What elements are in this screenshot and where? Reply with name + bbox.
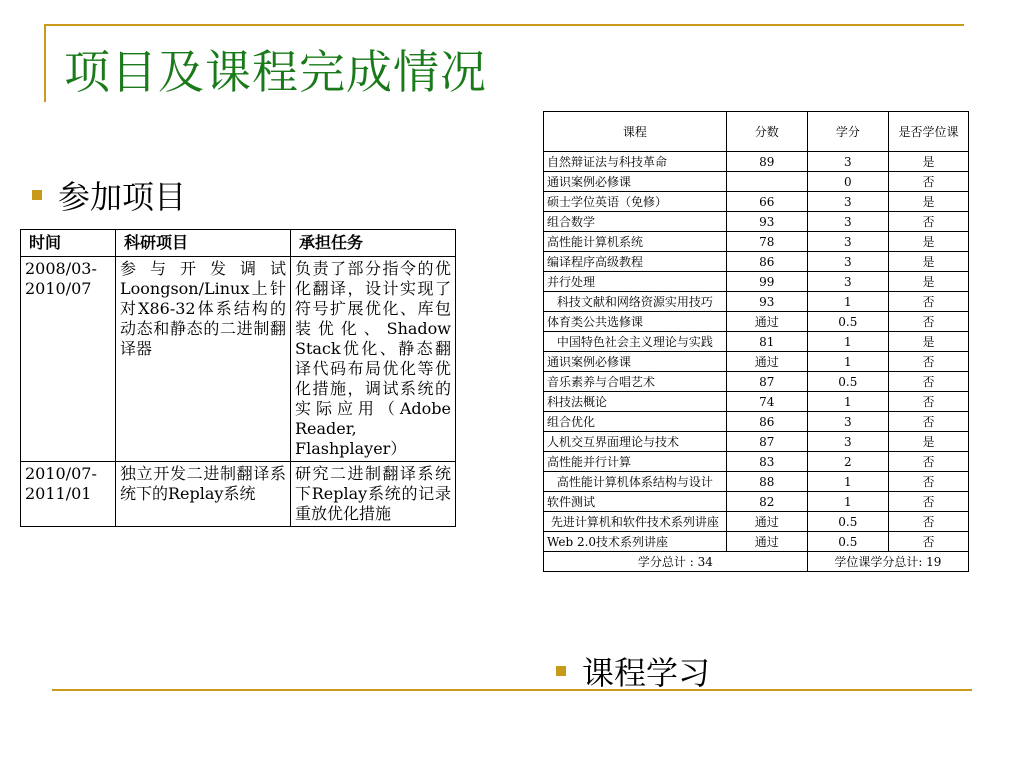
course-score: 通过 <box>726 352 807 372</box>
course-credit: 2 <box>807 452 888 472</box>
course-name: 通识案例必修课 <box>544 352 727 372</box>
course-degree: 否 <box>888 452 968 472</box>
project-task: 研究二进制翻译系统下Replay系统的记录重放优化措施 <box>291 462 456 527</box>
course-score: 66 <box>726 192 807 212</box>
course-degree: 否 <box>888 172 968 192</box>
project-name: 参与开发调试Loongson/Linux上针对X86-32体系结构的动态和静态的二进制翻译器 <box>116 257 291 462</box>
course-score: 99 <box>726 272 807 292</box>
course-name: 并行处理 <box>544 272 727 292</box>
table-row <box>544 412 969 432</box>
course-credit: 1 <box>807 472 888 492</box>
course-name: 编译程序高级教程 <box>544 252 727 272</box>
course-credit: 3 <box>807 432 888 452</box>
course-name: 组合数学 <box>544 212 727 232</box>
course-degree: 否 <box>888 412 968 432</box>
course-name: 高性能计算机体系结构与设计 <box>544 472 727 492</box>
course-name: 通识案例必修课 <box>544 172 727 192</box>
header-credit: 学分 <box>807 112 888 152</box>
table-row <box>544 452 969 472</box>
projects-table <box>20 229 456 527</box>
course-credit: 3 <box>807 232 888 252</box>
square-bullet-icon <box>556 666 566 676</box>
projects-header-row <box>21 230 456 257</box>
table-row <box>544 432 969 452</box>
course-credit: 3 <box>807 412 888 432</box>
course-degree: 是 <box>888 332 968 352</box>
table-row <box>544 372 969 392</box>
table-row <box>544 152 969 172</box>
course-score: 93 <box>726 292 807 312</box>
course-score: 通过 <box>726 512 807 532</box>
course-credit: 3 <box>807 212 888 232</box>
degree-credits-total: 学位课学分总计: 19 <box>807 552 968 572</box>
table-row <box>544 272 969 292</box>
header-course: 课程 <box>544 112 727 152</box>
courses-header-row <box>544 112 969 152</box>
course-score: 通过 <box>726 532 807 552</box>
course-degree: 否 <box>888 492 968 512</box>
course-name: 硕士学位英语（免修） <box>544 192 727 212</box>
header-score: 分数 <box>726 112 807 152</box>
course-name: 人机交互界面理论与技术 <box>544 432 727 452</box>
course-score: 93 <box>726 212 807 232</box>
table-row <box>544 492 969 512</box>
course-score: 74 <box>726 392 807 412</box>
courses-footer-row <box>544 552 969 572</box>
header-project: 科研项目 <box>116 230 291 257</box>
course-credit: 0.5 <box>807 312 888 332</box>
course-score: 83 <box>726 452 807 472</box>
course-credit: 1 <box>807 392 888 412</box>
course-score: 78 <box>726 232 807 252</box>
slide-title: 项目及课程完成情况 <box>64 45 487 99</box>
table-row <box>544 292 969 312</box>
courses-body <box>544 152 969 572</box>
table-row <box>544 312 969 332</box>
table-row <box>544 532 969 552</box>
left-divider-line <box>44 24 46 102</box>
course-credit: 3 <box>807 152 888 172</box>
course-degree: 是 <box>888 152 968 172</box>
course-degree: 是 <box>888 232 968 252</box>
course-name: Web 2.0技术系列讲座 <box>544 532 727 552</box>
course-score: 89 <box>726 152 807 172</box>
course-credit: 0.5 <box>807 372 888 392</box>
course-score: 88 <box>726 472 807 492</box>
course-score: 87 <box>726 432 807 452</box>
course-credit: 0 <box>807 172 888 192</box>
header-task: 承担任务 <box>291 230 456 257</box>
course-credit: 1 <box>807 332 888 352</box>
table-row <box>544 232 969 252</box>
course-credit: 1 <box>807 492 888 512</box>
course-name: 组合优化 <box>544 412 727 432</box>
project-name: 独立开发二进制翻译系统下的Replay系统 <box>116 462 291 527</box>
course-name: 先进计算机和软件技术系列讲座 <box>544 512 727 532</box>
course-degree: 否 <box>888 472 968 492</box>
course-name: 高性能计算机系统 <box>544 232 727 252</box>
course-degree: 否 <box>888 372 968 392</box>
course-credit: 1 <box>807 352 888 372</box>
course-credit: 1 <box>807 292 888 312</box>
bottom-divider-line <box>52 689 972 691</box>
course-credit: 0.5 <box>807 512 888 532</box>
table-row <box>544 332 969 352</box>
top-divider-line <box>44 24 964 26</box>
header-degree-course: 是否学位课 <box>888 112 968 152</box>
course-credit: 3 <box>807 252 888 272</box>
course-score: 通过 <box>726 312 807 332</box>
course-degree: 是 <box>888 252 968 272</box>
table-row <box>544 352 969 372</box>
course-name: 中国特色社会主义理论与实践 <box>544 332 727 352</box>
course-score: 81 <box>726 332 807 352</box>
course-credit: 3 <box>807 272 888 292</box>
course-name: 科技法概论 <box>544 392 727 412</box>
project-time: 2010/07-2011/01 <box>21 462 116 527</box>
course-degree: 否 <box>888 512 968 532</box>
course-score: 82 <box>726 492 807 512</box>
course-name: 体育类公共选修课 <box>544 312 727 332</box>
course-degree: 否 <box>888 392 968 412</box>
bullet-projects-label: 参加项目 <box>58 178 187 216</box>
course-degree: 否 <box>888 532 968 552</box>
course-degree: 是 <box>888 192 968 212</box>
course-name: 自然辩证法与科技革命 <box>544 152 727 172</box>
courses-table <box>543 111 969 572</box>
course-degree: 否 <box>888 312 968 332</box>
square-bullet-icon <box>32 190 42 200</box>
course-degree: 是 <box>888 432 968 452</box>
table-row <box>544 392 969 412</box>
table-row <box>544 252 969 272</box>
header-time: 时间 <box>21 230 116 257</box>
table-row <box>544 192 969 212</box>
course-degree: 是 <box>888 272 968 292</box>
table-row <box>21 257 456 462</box>
bullet-projects <box>32 172 186 218</box>
course-credit: 3 <box>807 192 888 212</box>
bullet-courses <box>556 648 710 694</box>
course-score: 87 <box>726 372 807 392</box>
table-row <box>21 462 456 527</box>
course-name: 高性能并行计算 <box>544 452 727 472</box>
course-degree: 否 <box>888 212 968 232</box>
project-time: 2008/03-2010/07 <box>21 257 116 462</box>
course-score: 86 <box>726 412 807 432</box>
course-name: 音乐素养与合唱艺术 <box>544 372 727 392</box>
course-degree: 否 <box>888 352 968 372</box>
table-row <box>544 512 969 532</box>
course-name: 软件测试 <box>544 492 727 512</box>
course-name: 科技文献和网络资源实用技巧 <box>544 292 727 312</box>
table-row <box>544 172 969 192</box>
course-score <box>726 172 807 192</box>
total-credits: 学分总计 : 34 <box>544 552 808 572</box>
project-task: 负责了部分指令的优化翻译，设计实现了符号扩展优化、库包装优化、Shadow Stack优化、静态翻译代码布局优化等优化措施，调试系统的实际应用（Adobe Reader, Flashplayer） <box>291 257 456 462</box>
table-row <box>544 212 969 232</box>
course-degree: 否 <box>888 292 968 312</box>
course-score: 86 <box>726 252 807 272</box>
course-credit: 0.5 <box>807 532 888 552</box>
table-row <box>544 472 969 492</box>
bullet-courses-label: 课程学习 <box>582 654 711 692</box>
